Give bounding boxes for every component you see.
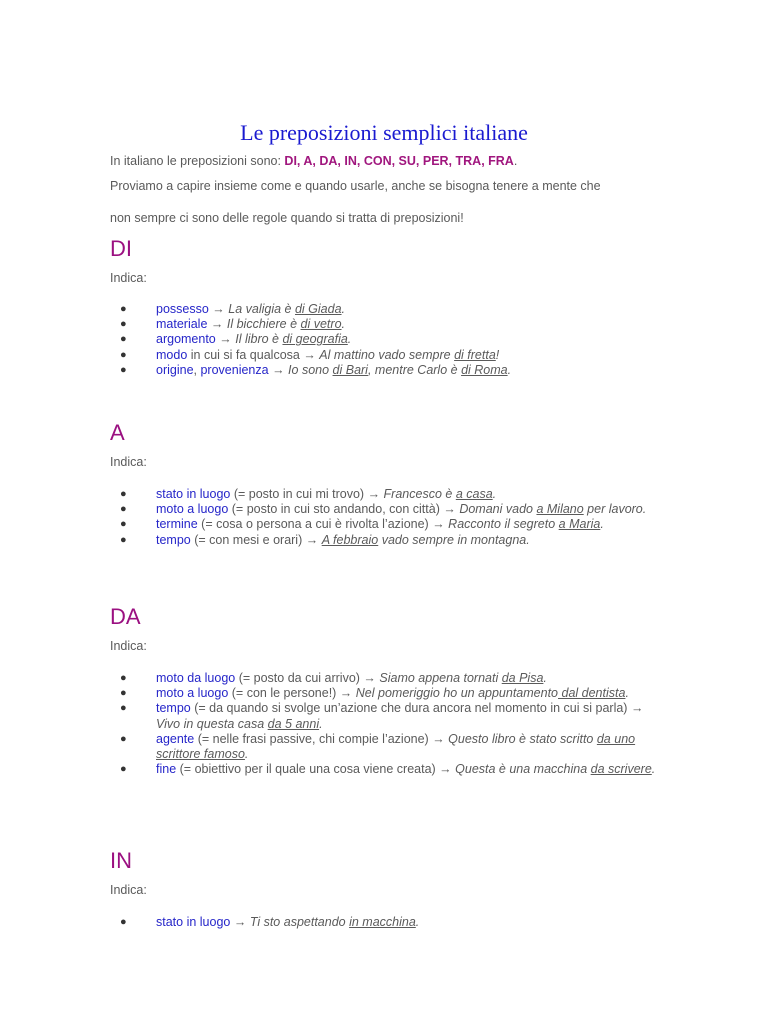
arrow-separator: →: [428, 517, 449, 532]
example-text: Questo libro è stato scritto: [448, 731, 597, 746]
bullet-icon: ●: [120, 488, 127, 500]
list-item: [120, 517, 660, 532]
bullet-icon: ●: [120, 363, 127, 376]
usage-list: [120, 671, 660, 777]
highlighted-preposition: da scrivere: [590, 762, 652, 777]
example-text: .: [341, 317, 346, 332]
section-in: [110, 848, 670, 929]
arrow-separator: →: [302, 532, 322, 547]
indica-label: Indica:: [110, 271, 147, 285]
highlighted-preposition: A febbraio: [321, 532, 379, 547]
bullet-icon: ●: [120, 303, 127, 315]
usage-keyword: tempo: [156, 532, 191, 547]
example-text: Al mattino vado sempre: [319, 347, 455, 362]
usage-description: (= posto in cui sto andando, con città): [228, 502, 440, 517]
usage-keyword: tempo: [156, 701, 191, 716]
arrow-separator: →: [428, 731, 449, 746]
usage-keyword: provenienza: [200, 362, 269, 377]
highlighted-preposition: di geografia: [282, 332, 348, 347]
bullet-icon: ●: [120, 763, 127, 776]
usage-description: (= con le persone!): [228, 686, 337, 701]
usage-description: in cui si fa qualcosa: [187, 347, 300, 362]
highlighted-preposition: dal dentista: [558, 686, 626, 701]
example-text: Il libro è: [235, 332, 283, 347]
intro-prefix: In italiano le preposizioni sono:: [110, 154, 285, 168]
highlighted-preposition: da Pisa: [501, 671, 544, 685]
usage-list: [120, 915, 660, 930]
section-heading: DI: [110, 236, 132, 261]
arrow-separator: →: [268, 362, 289, 377]
indica-label: Indica:: [110, 455, 147, 469]
usage-description: (= posto in cui mi trovo): [230, 487, 365, 501]
usage-description: (= cosa o persona a cui è rivolta l’azione): [197, 517, 429, 532]
highlighted-preposition: a Maria: [558, 517, 601, 532]
section-da: [110, 604, 670, 777]
arrow-separator: →: [359, 671, 380, 685]
highlighted-preposition: di Roma: [461, 362, 508, 377]
example-text: Ti sto aspettando: [249, 915, 350, 929]
highlighted-preposition: di fretta: [454, 347, 496, 362]
list-item: [120, 762, 660, 777]
preposition-list: DI, A, DA, IN, CON, SU, PER, TRA, FRA: [284, 154, 514, 168]
example-text: Il bicchiere è: [226, 317, 301, 332]
usage-keyword: moto da luogo: [156, 671, 236, 685]
list-item: [120, 302, 660, 317]
example-text: La valigia è: [228, 302, 295, 316]
usage-keyword: moto a luogo: [156, 686, 229, 701]
list-item: [120, 686, 660, 701]
usage-description: (= obiettivo per il quale una cosa viene creata): [176, 762, 436, 777]
example-text: , mentre Carlo è: [367, 362, 462, 377]
arrow-separator: →: [627, 701, 644, 716]
usage-description: (= posto da cui arrivo): [235, 671, 360, 685]
list-item: [120, 487, 660, 502]
example-text: per lavoro.: [583, 502, 647, 517]
usage-description: ,: [193, 362, 201, 377]
arrow-separator: →: [435, 762, 456, 777]
example-text: .: [600, 517, 604, 532]
highlighted-preposition: a Milano: [536, 502, 584, 517]
list-item: [120, 317, 660, 332]
intro-line-3: non sempre ci sono delle regole quando si tratta di preposizioni!: [110, 211, 464, 225]
list-item: [120, 502, 660, 517]
example-text: Francesco è: [383, 487, 456, 501]
example-text: Questa è una macchina: [455, 762, 591, 777]
bullet-icon: ●: [120, 702, 127, 715]
arrow-separator: →: [230, 915, 250, 929]
bullet-icon: ●: [120, 333, 127, 346]
list-item: [120, 731, 660, 762]
bullet-icon: ●: [120, 672, 127, 684]
bullet-icon: ●: [120, 503, 127, 516]
usage-keyword: termine: [156, 517, 198, 532]
usage-keyword: possesso: [156, 302, 209, 316]
example-text: Nel pomeriggio ho un appuntamento: [355, 686, 559, 701]
intro-line-2: Proviamo a capire insieme come e quando usarle, anche se bisogna tenere a mente che: [110, 179, 601, 193]
highlighted-preposition: di Bari: [332, 362, 368, 377]
usage-description: (= da quando si svolge un’azione che dura ancora nel momento in cui si parla): [190, 701, 628, 716]
list-item: [120, 671, 660, 686]
example-text: .: [625, 686, 629, 701]
usage-keyword: argomento: [156, 332, 216, 347]
arrow-separator: →: [215, 332, 236, 347]
intro-suffix: .: [513, 154, 518, 168]
example-text: .: [415, 915, 420, 929]
section-heading: IN: [110, 848, 132, 873]
list-item: [120, 332, 660, 347]
list-item: [120, 701, 660, 731]
highlighted-preposition: in macchina: [349, 915, 416, 929]
arrow-separator: →: [336, 686, 356, 701]
example-text: vado sempre in montagna.: [378, 532, 530, 547]
arrow-separator: →: [207, 317, 227, 332]
usage-keyword: stato in luogo: [156, 487, 231, 501]
section-di: [110, 236, 670, 377]
usage-keyword: materiale: [156, 317, 208, 332]
intro-line-1: [110, 154, 517, 168]
usage-description: (= con mesi e orari): [190, 532, 303, 547]
arrow-separator: →: [364, 487, 384, 501]
example-text: .: [507, 362, 512, 377]
example-text: .: [651, 762, 656, 777]
example-text: !: [495, 347, 500, 362]
usage-list: [120, 487, 660, 548]
indica-label: Indica:: [110, 639, 147, 653]
bullet-icon: ●: [120, 916, 127, 928]
list-item: [120, 915, 660, 930]
section-heading: A: [110, 420, 125, 445]
example-text: .: [341, 302, 346, 316]
example-text: Siamo appena tornati: [379, 671, 502, 685]
example-text: Vivo in questa casa: [156, 716, 268, 731]
section-a: [110, 420, 670, 547]
example-text: Domani vado: [459, 502, 537, 517]
bullet-icon: ●: [120, 318, 127, 331]
highlighted-preposition: di vetro: [300, 317, 342, 332]
highlighted-preposition: da uno scrittore famoso: [156, 731, 636, 762]
usage-keyword: agente: [156, 731, 195, 746]
example-text: Io sono: [288, 362, 333, 377]
arrow-separator: →: [299, 347, 320, 362]
example-text: .: [492, 487, 497, 501]
bullet-icon: ●: [120, 732, 127, 745]
bullet-icon: ●: [120, 687, 127, 700]
page-title: Le preposizioni semplici italiane: [240, 120, 528, 145]
bullet-icon: ●: [120, 518, 127, 531]
usage-keyword: fine: [156, 762, 177, 777]
list-item: [120, 362, 660, 378]
highlighted-preposition: a casa: [455, 487, 493, 501]
example-text: .: [244, 747, 249, 762]
bullet-icon: ●: [120, 533, 127, 546]
usage-keyword: modo: [156, 347, 188, 362]
list-item: [120, 347, 660, 363]
usage-keyword: moto a luogo: [156, 502, 229, 517]
usage-description: (= nelle frasi passive, chi compie l’azione): [194, 731, 429, 746]
example-text: Racconto il segreto: [448, 517, 559, 532]
arrow-separator: →: [439, 502, 460, 517]
bullet-icon: ●: [120, 348, 127, 361]
example-text: .: [319, 716, 323, 731]
usage-keyword: stato in luogo: [156, 915, 231, 929]
indica-label: Indica:: [110, 883, 147, 897]
example-text: .: [347, 332, 352, 347]
highlighted-preposition: da 5 anni: [267, 716, 320, 731]
usage-list: [120, 302, 660, 378]
section-heading: DA: [110, 604, 141, 629]
example-text: .: [543, 671, 547, 685]
arrow-separator: →: [208, 302, 229, 316]
highlighted-preposition: di Giada: [294, 302, 342, 316]
list-item: [120, 532, 660, 548]
usage-keyword: origine: [156, 362, 194, 377]
